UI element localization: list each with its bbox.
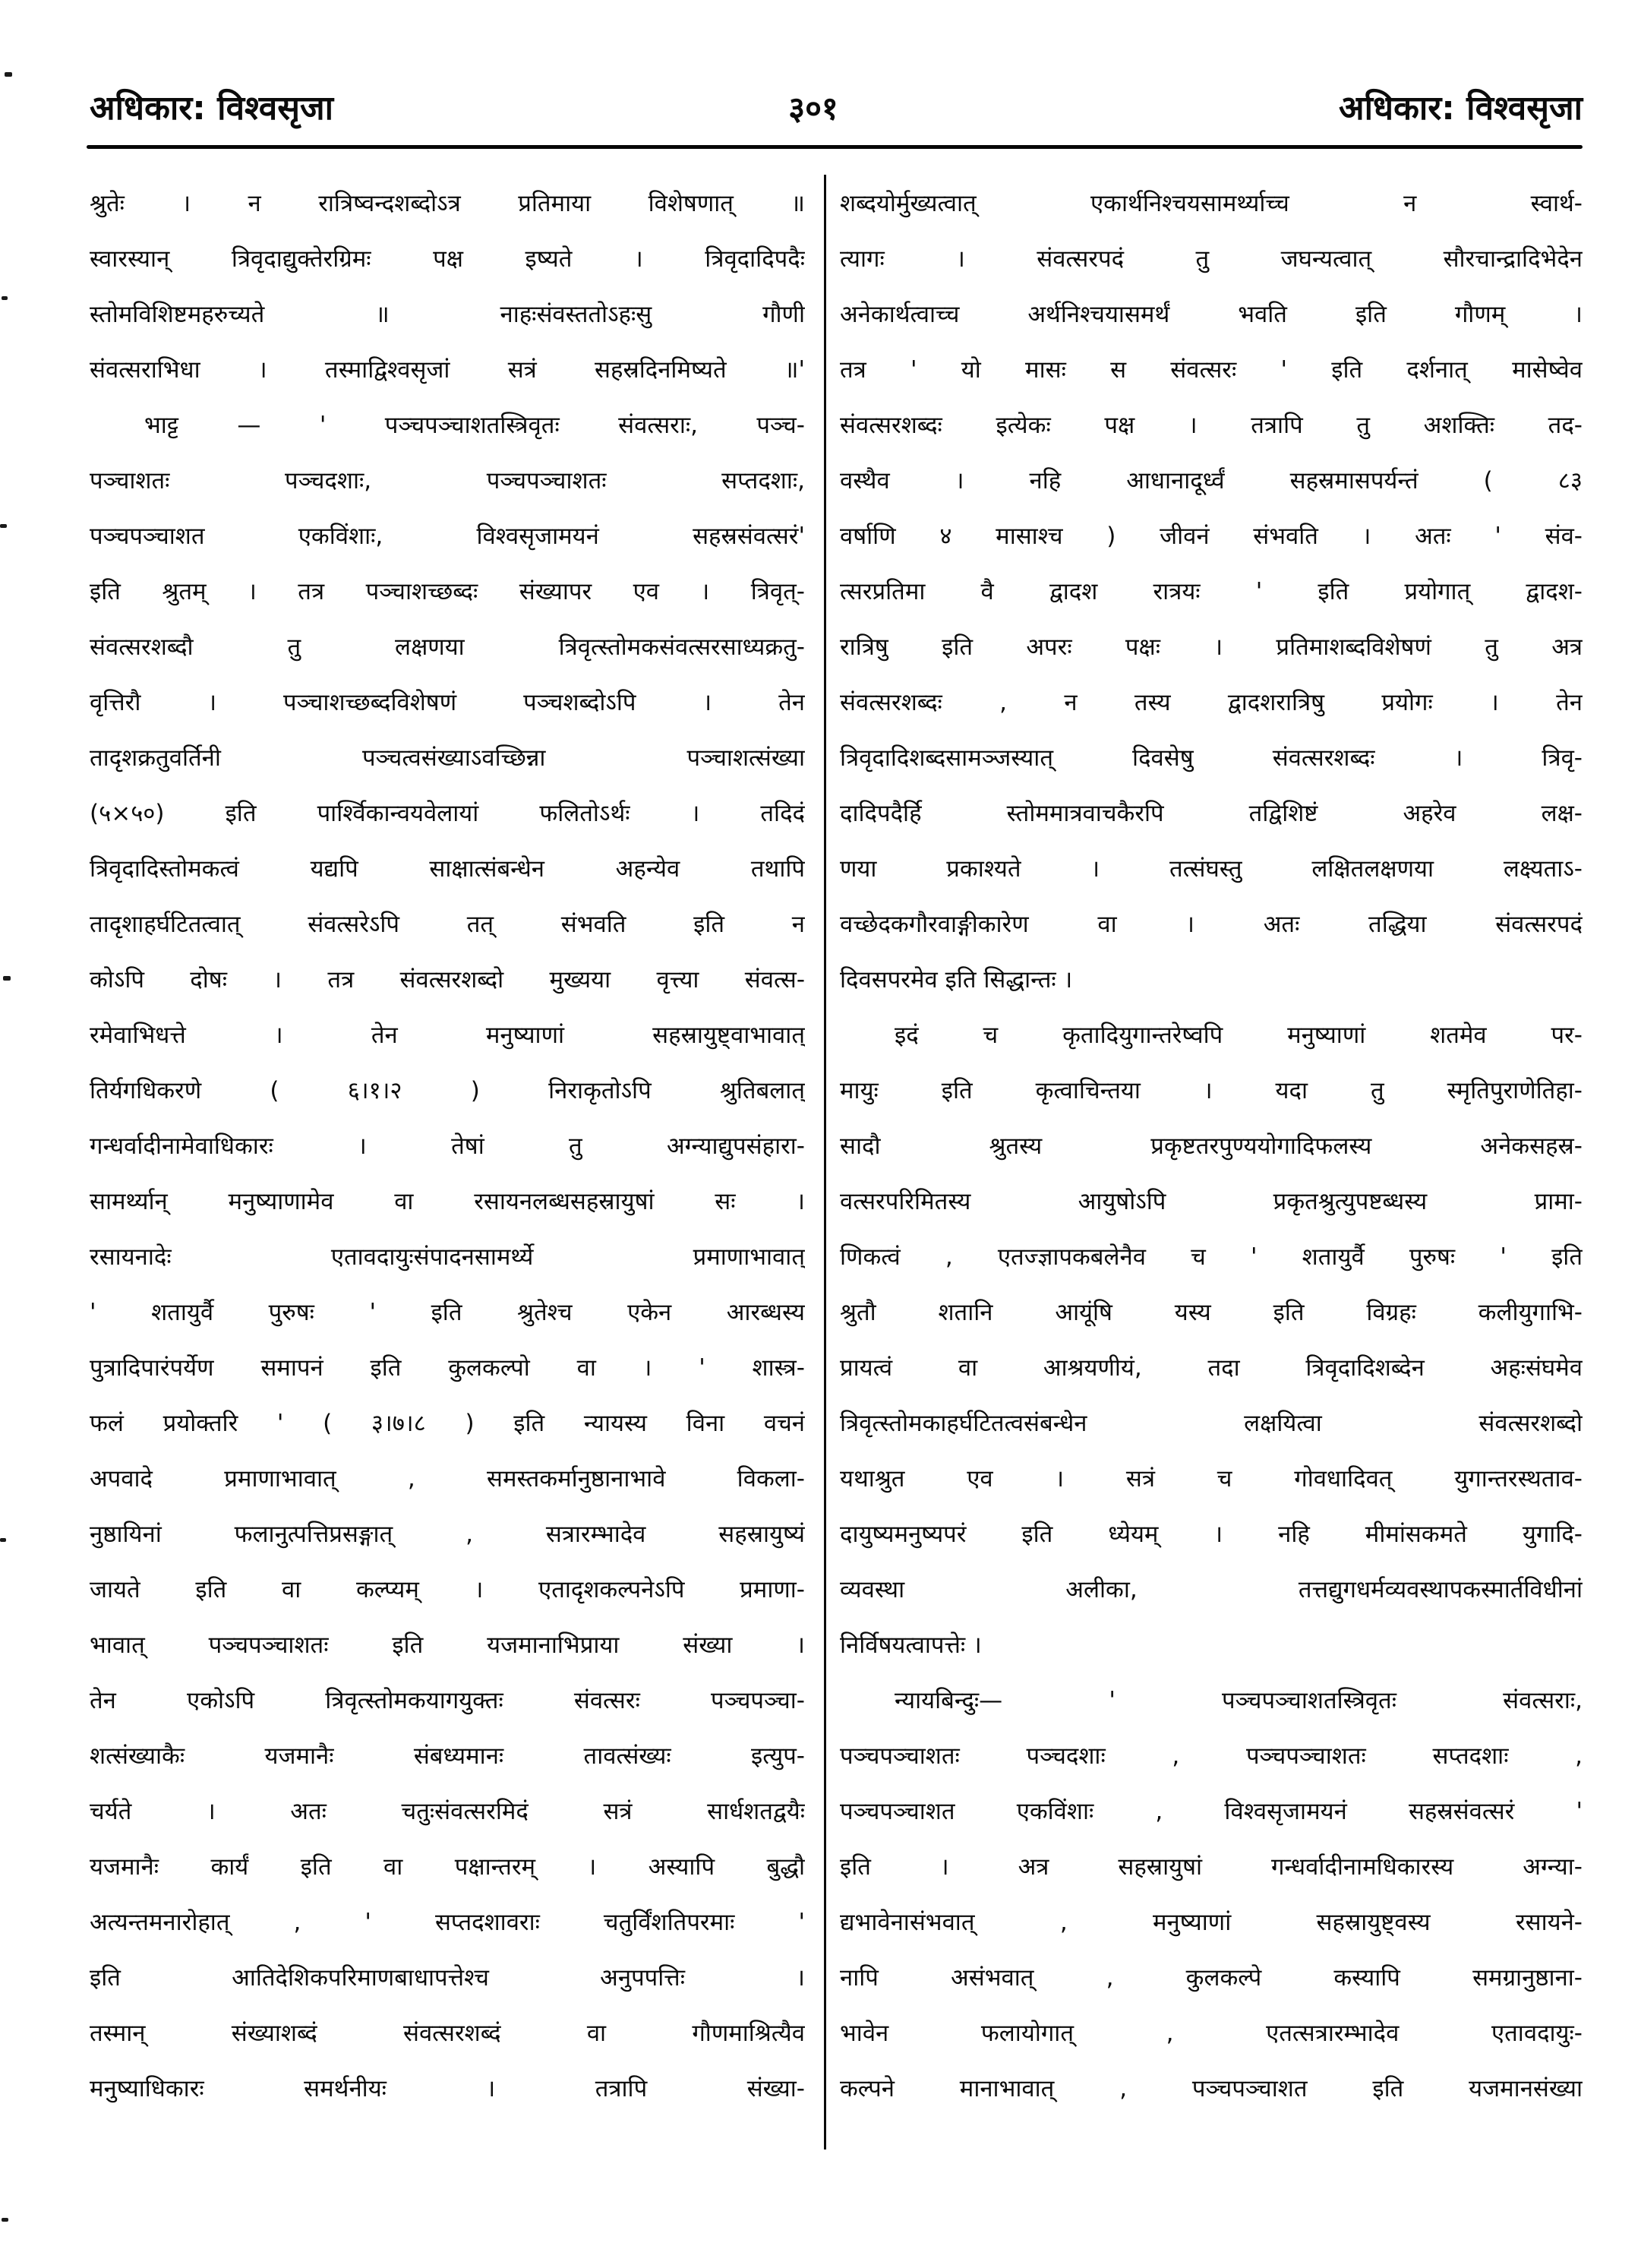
text-line: श्रुतौ शतानि आयूंषि यस्य इति विग्रहः कलीयुगाभि- xyxy=(840,1299,1583,1326)
text-line: वृत्तिरौ । पञ्चाशच्छब्दविशेषणं पञ्चशब्दोऽपि । तेन xyxy=(90,689,805,716)
text-line: गन्धर्वादीनामेवाधिकारः । तेषां तु अग्न्याद्युपसंहारा- xyxy=(90,1132,805,1160)
text-line: नापि असंभवात् , कुलकल्पे कस्यापि समग्रानुष्ठाना- xyxy=(840,1964,1583,1992)
text-line: कल्पने मानाभावात् , पञ्चपञ्चाशत इति यजमानसंख्या xyxy=(840,2075,1583,2102)
text-line: रात्रिषु इति अपरः पक्षः । प्रतिमाशब्दविशेषणं तु अत्र xyxy=(840,633,1583,661)
text-line: भावात् पञ्चपञ्चाशतः इति यजमानाभिप्राया संख्या । xyxy=(90,1632,805,1659)
text-line: (५×५०) इति पार्श्विकान्वयवेलायां फलितोऽर्थः । तदिदं xyxy=(90,800,805,827)
text-line: ' शतायुर्वै पुरुषः ' इति श्रुतेश्च एकेन आरब्धस्य xyxy=(90,1299,805,1326)
text-line: इति श्रुतम् । तत्र पञ्चाशच्छब्दः संख्यापर एव । त्रिवृत्- xyxy=(90,578,805,605)
text-line: संवत्सरशब्दौ तु लक्षणया त्रिवृत्स्तोमकसंवत्सरसाध्यक्रतु- xyxy=(90,633,805,661)
text-line: वच्छेदकगौरवाङ्गीकारेण वा । अतः तद्धिया संवत्सरपदं xyxy=(840,911,1583,938)
text-line: त्रिवृदादिस्तोमकत्वं यद्यपि साक्षात्संबन्धेन अहन्येव तथापि xyxy=(90,855,805,883)
text-line: पञ्चपञ्चाशत एकविंशाः , विश्वसृजामयनं सहस्रसंवत्सरं ' xyxy=(840,1798,1583,1825)
text-line: इदं च कृतादियुगान्तरेष्वपि मनुष्याणां शतमेव पर- xyxy=(895,1022,1583,1049)
text-line: संवत्सरशब्दः इत्येकः पक्ष । तत्रापि तु अशक्तिः तद- xyxy=(840,412,1583,439)
text-line: पञ्चपञ्चाशतः पञ्चदशाः , पञ्चपञ्चाशतः सप्तदशाः , xyxy=(840,1742,1583,1770)
text-line: णया प्रकाश्यते । तत्संघस्तु लक्षितलक्षणया लक्ष्यताऽ- xyxy=(840,855,1583,883)
text-line: पञ्चपञ्चाशत एकविंशाः, विश्वसृजामयनं सहस्रसंवत्सरं' xyxy=(90,523,805,550)
paragraph xyxy=(90,176,805,398)
text-line: फलं प्रयोक्तरि ' ( ३।७।८ ) इति न्यायस्य विना वचनं xyxy=(90,1410,805,1437)
text-line: प्रायत्वं वा आश्रयणीयं, तदा त्रिवृदादिशब्देन अहःसंघमेव xyxy=(840,1354,1583,1382)
text-line: वत्सरपरिमितस्य आयुषोऽपि प्रकृतश्रुत्युपष्टब्धस्य प्रामा- xyxy=(840,1188,1583,1215)
paragraph xyxy=(840,176,1583,1008)
left-column xyxy=(90,176,805,2117)
text-line: सादौ श्रुतस्य प्रकृष्टतरपुण्ययोगादिफलस्य अनेकसहस्र- xyxy=(840,1132,1583,1160)
text-line: तादृशाहर्घटितत्वात् संवत्सरेऽपि तत् संभवति इति न xyxy=(90,911,805,938)
text-line: त्यागः । संवत्सरपदं तु जघन्यत्वात् सौरचान्द्रादिभेदेन xyxy=(840,245,1583,273)
text-line: दायुष्यमनुष्यपरं इति ध्येयम् । नहि मीमांसकमते युगादि- xyxy=(840,1521,1583,1548)
text-line: स्तोमविशिष्टमहरुच्यते ॥ नाहःसंवस्ततोऽहःसु गौणी xyxy=(90,301,805,328)
text-line: नुष्ठायिनां फलानुत्पत्तिप्रसङ्गात् , सत्रारम्भादेव सहस्रायुष्यं xyxy=(90,1521,805,1548)
scan-artifact xyxy=(0,524,7,528)
scan-artifact xyxy=(2,2218,8,2222)
text-line: अनेकार्थत्वाच्च अर्थनिश्चयासमर्थं भवति इति गौणम् । xyxy=(840,301,1583,328)
scan-artifact xyxy=(5,72,12,77)
text-line: भावेन फलायोगात् , एतत्सत्रारम्भादेव एतावदायुः- xyxy=(840,2020,1583,2047)
text-line: त्रिवृदादिशब्दसामञ्जस्यात् दिवसेषु संवत्सरशब्दः । त्रिवृ- xyxy=(840,744,1583,772)
text-line: श्रुतेः । न रात्रिष्वन्दशब्दोऽत्र प्रतिमाया विशेषणात् ॥ xyxy=(90,190,805,217)
text-line: निर्विषयत्वापत्तेः । xyxy=(840,1632,982,1659)
scan-artifact xyxy=(2,296,8,300)
text-line: न्यायबिन्दुः— ' पञ्चपञ्चाशतस्त्रिवृतः संवत्सराः, xyxy=(895,1687,1583,1714)
right-column xyxy=(840,176,1583,2117)
text-line: रमेवाभिधत्ते । तेन मनुष्याणां सहस्रायुष्ट्वाभावात् xyxy=(90,1022,805,1049)
paragraph xyxy=(90,398,805,2117)
text-line: तत्र ' यो मासः स संवत्सरः ' इति दर्शनात् मासेष्वेव xyxy=(840,356,1583,384)
text-line: व्यवस्था अलीका, तत्तद्युगधर्मव्यवस्थापकस्मार्तविधीनां xyxy=(840,1576,1583,1603)
paragraph xyxy=(840,1008,1583,1673)
text-line: वर्षाणि ४ मासाश्च ) जीवनं संभवति । अतः ' संव- xyxy=(840,523,1583,550)
text-line: स्वारस्यान् त्रिवृदाद्युक्तेरग्रिमः पक्ष इष्यते । त्रिवृदादिपदैः xyxy=(90,245,805,273)
text-line: वस्थैव । नहि आधानादूर्ध्वं सहस्रमासपर्यन्तं ( ८३ xyxy=(840,467,1583,494)
text-line: त्सरप्रतिमा वै द्वादश रात्रयः ' इति प्रयोगात् द्वादश- xyxy=(840,578,1583,605)
text-line: द्यभावेनासंभवात् , मनुष्याणां सहस्रायुष्ट्वस्य रसायने- xyxy=(840,1909,1583,1936)
text-line: णिकत्वं , एतज्ज्ञापकबलेनैव च ' शतायुर्वै पुरुषः ' इति xyxy=(840,1243,1583,1271)
text-line: शत्संख्याकैः यजमानैः संबध्यमानः तावत्संख्यः इत्युप- xyxy=(90,1742,805,1770)
text-line: तेन एकोऽपि त्रिवृत्स्तोमकयागयुक्तः संवत्सरः पञ्चपञ्चा- xyxy=(90,1687,805,1714)
text-line: अत्यन्तमनारोहात् , ' सप्तदशावराः चतुर्विंशतिपरमाः ' xyxy=(90,1909,805,1936)
text-line: चर्यते । अतः चतुःसंवत्सरमिदं सत्रं सार्धशतद्वयैः xyxy=(90,1798,805,1825)
column-divider xyxy=(824,175,826,2150)
running-header xyxy=(90,85,1583,132)
scan-artifact xyxy=(0,1538,6,1542)
text-line: इति । अत्र सहस्रायुषां गन्धर्वादीनामधिकारस्य अग्न्या- xyxy=(840,1853,1583,1881)
page-number: ३०१ xyxy=(788,90,838,127)
text-line: पुत्रादिपारंपर्येण समापनं इति कुलकल्पो वा । ' शास्त्र- xyxy=(90,1354,805,1382)
header-rule xyxy=(87,145,1583,149)
text-line: मायुः इति कृत्वाचिन्तया । यदा तु स्मृतिपुराणेतिहा- xyxy=(840,1077,1583,1104)
running-header-left: अधिकार: विश्वसृजा xyxy=(90,89,333,128)
text-line: भाट्ट — ' पञ्चपञ्चाशतस्त्रिवृतः संवत्सराः, पञ्च- xyxy=(144,412,805,439)
text-line: पञ्चाशतः पञ्चदशाः, पञ्चपञ्चाशतः सप्तदशाः, xyxy=(90,467,805,494)
text-line: यथाश्रुत एव । सत्रं च गोवधादिवत् युगान्तरस्थताव- xyxy=(840,1465,1583,1493)
text-line: कोऽपि दोषः । तत्र संवत्सरशब्दो मुख्यया वृत्त्या संवत्स- xyxy=(90,966,805,993)
text-line: यजमानैः कार्यं इति वा पक्षान्तरम् । अस्यापि बुद्धौ xyxy=(90,1853,805,1881)
text-line: संवत्सराभिधा । तस्माद्विश्वसृजां सत्रं सहस्रदिनमिष्यते ॥' xyxy=(90,356,805,384)
text-line: संवत्सरशब्दः , न तस्य द्वादशरात्रिषु प्रयोगः । तेन xyxy=(840,689,1583,716)
text-line: इति आतिदेशिकपरिमाणबाधापत्तेश्च अनुपपत्तिः । xyxy=(90,1964,805,1992)
text-line: दादिपदैर्हि स्तोममात्रवाचकैरपि तद्विशिष्टं अहरेव लक्ष- xyxy=(840,800,1583,827)
text-line: रसायनादेः एतावदायुःसंपादनसामर्थ्ये प्रमाणाभावात् xyxy=(90,1243,805,1271)
text-line: तादृशक्रतुवर्तिनी पञ्चत्वसंख्याऽवच्छिन्ना पञ्चाशत्संख्या xyxy=(90,744,805,772)
paragraph xyxy=(840,1673,1583,2117)
scan-artifact xyxy=(3,976,11,981)
text-line: अपवादे प्रमाणाभावात् , समस्तकर्मानुष्ठानाभावे विकला- xyxy=(90,1465,805,1493)
text-line: सामर्थ्यान् मनुष्याणामेव वा रसायनलब्धसहस्रायुषां सः । xyxy=(90,1188,805,1215)
text-line: जायते इति वा कल्प्यम् । एतादृशकल्पनेऽपि प्रमाणा- xyxy=(90,1576,805,1603)
text-line: त्रिवृत्स्तोमकाहर्घटितत्वसंबन्धेन लक्षयित्वा संवत्सरशब्दो xyxy=(840,1410,1583,1437)
text-line: मनुष्याधिकारः समर्थनीयः । तत्रापि संख्या- xyxy=(90,2075,805,2102)
text-line: शब्दयोर्मुख्यत्वात् एकार्थनिश्चयसामर्थ्याच्च न स्वार्थ- xyxy=(840,190,1583,217)
text-line: तस्मान् संख्याशब्दं संवत्सरशब्दं वा गौणमाश्रित्यैव xyxy=(90,2020,805,2047)
running-header-right: अधिकार: विश्वसृजा xyxy=(1339,89,1583,128)
text-line: तिर्यगधिकरणे ( ६।१।२ ) निराकृतोऽपि श्रुतिबलात् xyxy=(90,1077,805,1104)
text-line: दिवसपरमेव इति सिद्धान्तः । xyxy=(840,966,1073,993)
